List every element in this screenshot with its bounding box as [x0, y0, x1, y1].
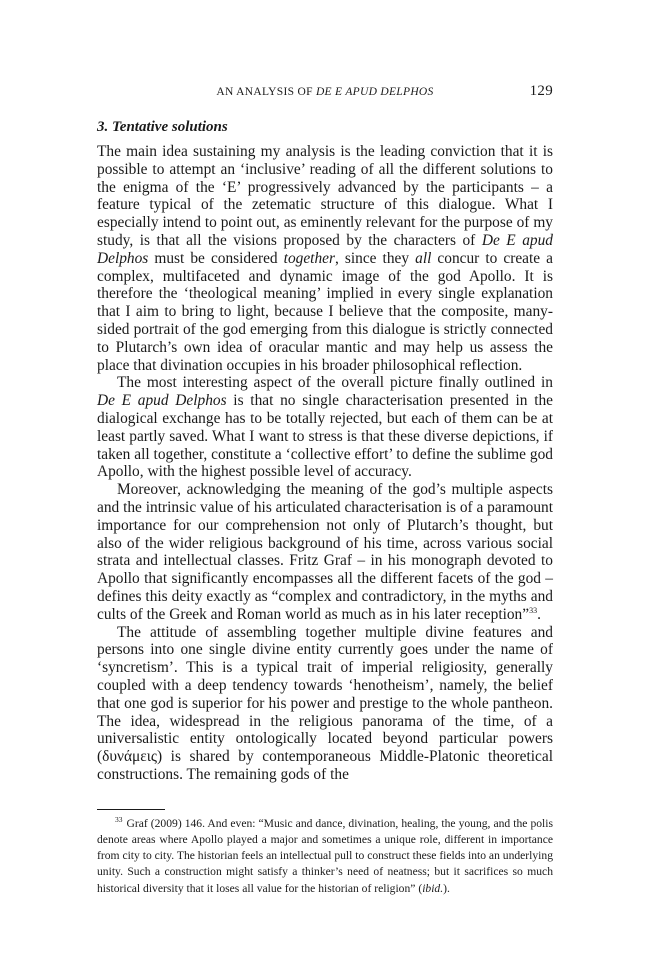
- footnote-number: 33: [115, 814, 123, 824]
- paragraph-2: The most interesting aspect of the overall picture finally outlined in De E apud Delphos is that no single characterisation presented in the dialogical exchange has to be totally rejected, but each of them can be at least partly saved. What I want to stress is that these diverse depictions, if taken all together, constitute a ‘collective effort’ to define the sublime god Apollo, with the highest possible level of accuracy.: [97, 374, 553, 481]
- running-head-title-italic: DE E APUD DELPHOS: [315, 86, 434, 98]
- paragraph-3: Moreover, acknowledging the meaning of the god’s multiple aspects and the intrinsic value of his articulated characterisation is of a paramount importance for our comprehension not only of Plutarch’s thought, but also of the wider religious background of his time, across various social strata and intellectual classes. Fritz Graf – in his monograph devoted to Apollo that significantly encompasses all the different facets of the god – defines this deity exactly as “complex and contradictory, in the myths and cults of the Greek and Roman world as much as in his later reception”$^{33}$.: [97, 481, 553, 623]
- section-heading: 3. Tentative solutions: [97, 119, 228, 135]
- footnote-33: $^{33}$ Graf (2009) 146. And even: “Music and dance, divination, healing, the young, and the polis denote areas where Apollo played a major and sometimes a unique role, different in importance from city to city. The historian feels an intellectual pull to construct these fields into an underlying unity. Such a construction might satisfy a thinker’s need of neatness; but it sacrifices so much historical diversity that it loses all value for the historian of religion” (ibid.).: [97, 814, 553, 895]
- book-page: [97, 82, 553, 897]
- running-head-title: AN ANALYSIS OF DE E APUD DELPHOS: [216, 86, 434, 98]
- page-number: 129: [529, 83, 553, 99]
- paragraph-1: The main idea sustaining my analysis is the leading conviction that it is possible to attempt an ‘inclusive’ reading of all the different solutions to the enigma of the ‘E’ progressively advanced by the participants – a feature typical of the zetematic structure of this dialogue. What I especially intend to point out, as eminently relevant for the purpose of my study, is that all the visions proposed by the characters of De E apud Delphos must be considered together, since they all concur to create a complex, multifaceted and dynamic image of the god Apollo. It is therefore the ‘theological meaning’ implied in every single explanation that I aim to bring to light, because I believe that the composite, many-sided portrait of the god emerging from this dialogue is strictly connected to Plutarch’s own idea of oracular mantic and may help us assess the place that divination occupies in his broader philosophical reflection.: [97, 143, 554, 374]
- body-text: [97, 143, 553, 784]
- footnote-rule: [97, 809, 165, 810]
- running-head: [97, 82, 553, 102]
- paragraph-4: The attitude of assembling together multiple divine features and persons into one single divine entity currently goes under the name of ‘syncretism’. This is a typical trait of imperial religiosity, generally coupled with a deep tendency towards ‘henotheism’, namely, the belief that one god is superior for his power and prestige to the whole pantheon. The idea, widespread in the religious panorama of the time, of a universalistic entity ontologically located beyond particular powers (δυνάμεις) is shared by contemporaneous Middle-Platonic theoretical constructions. The remaining gods of the: [97, 623, 553, 783]
- footnote-ref-33[interactable]: 33: [529, 605, 538, 615]
